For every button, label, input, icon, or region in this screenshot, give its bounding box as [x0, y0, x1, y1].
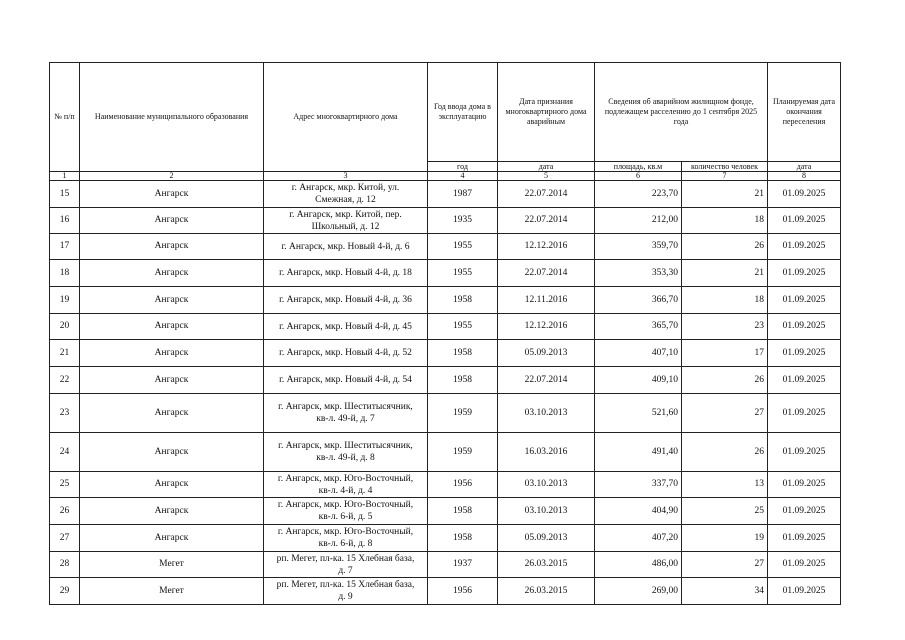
table-row — [50, 472, 841, 498]
year-cell: 1955 — [428, 314, 498, 340]
area-cell: 407,20 — [595, 525, 682, 552]
people-count-cell: 26 — [682, 234, 768, 260]
people-count-cell: 25 — [682, 498, 768, 525]
subheader-people: количество человек — [682, 162, 768, 172]
area-cell: 353,30 — [595, 260, 682, 287]
recognition-date-cell: 05.09.2013 — [498, 340, 595, 367]
address-line: д. 9 — [338, 592, 353, 602]
address-line: рп. Мегет, пл-ка. 15 Хлебная база, — [276, 580, 415, 590]
end-date-cell: 01.09.2025 — [768, 367, 841, 394]
recognition-date-cell: 22.07.2014 — [498, 181, 595, 208]
municipality-cell: Ангарск — [80, 472, 264, 498]
year-cell: 1958 — [428, 287, 498, 314]
header-end-date: Планируемая дата окончания переселения — [768, 63, 841, 162]
people-count-cell: 27 — [682, 552, 768, 578]
address-line: Смежная, д. 12 — [315, 195, 376, 205]
municipality-cell: Ангарск — [80, 314, 264, 340]
address-cell — [264, 394, 428, 433]
row-number-cell: 19 — [50, 287, 80, 314]
area-cell: 404,90 — [595, 498, 682, 525]
row-number-cell: 15 — [50, 181, 80, 208]
end-date-cell: 01.09.2025 — [768, 525, 841, 552]
row-number-cell: 28 — [50, 552, 80, 578]
header-housing-info: Сведения об аварийном жилищном фонде, подлежащем расселению до 1 сентября 2025 года — [595, 63, 768, 162]
end-date-cell: 01.09.2025 — [768, 433, 841, 472]
table-body — [50, 181, 841, 605]
recognition-date-cell: 26.03.2015 — [498, 552, 595, 578]
area-cell: 365,70 — [595, 314, 682, 340]
address-cell — [264, 552, 428, 578]
table-row — [50, 314, 841, 340]
column-number-row — [50, 172, 841, 181]
address-cell — [264, 234, 428, 260]
address-line: г. Ангарск, мкр. Шеститысячник, — [278, 402, 413, 412]
end-date-cell: 01.09.2025 — [768, 578, 841, 605]
recognition-date-cell: 03.10.2013 — [498, 498, 595, 525]
area-cell: 223,70 — [595, 181, 682, 208]
subheader-end-date: дата — [768, 162, 841, 172]
municipality-cell: Ангарск — [80, 394, 264, 433]
address-line: г. Ангарск, мкр. Китой, пер. — [289, 209, 402, 220]
column-number: 5 — [498, 172, 595, 181]
header-number: № п/п — [50, 63, 80, 172]
table-row — [50, 578, 841, 605]
header-row — [50, 63, 841, 162]
recognition-date-cell: 12.12.2016 — [498, 234, 595, 260]
year-cell: 1956 — [428, 472, 498, 498]
column-number: 1 — [50, 172, 80, 181]
row-number-cell: 29 — [50, 578, 80, 605]
year-cell: 1956 — [428, 578, 498, 605]
end-date-cell: 01.09.2025 — [768, 181, 841, 208]
address-line: г. Ангарск, мкр. Новый 4-й, д. 52 — [279, 348, 412, 358]
address-line: кв-л. 6-й, д. 8 — [318, 539, 373, 549]
area-cell: 337,70 — [595, 472, 682, 498]
table-row — [50, 552, 841, 578]
people-count-cell: 19 — [682, 525, 768, 552]
address-line: г. Ангарск, мкр. Юго-Восточный, — [277, 527, 414, 537]
address-line: кв-л. 4-й, д. 4 — [318, 485, 373, 496]
end-date-cell: 01.09.2025 — [768, 394, 841, 433]
municipality-cell: Ангарск — [80, 287, 264, 314]
recognition-date-cell: 12.12.2016 — [498, 314, 595, 340]
address-line: г. Ангарск, мкр. Юго-Восточный, — [277, 473, 414, 484]
row-number-cell: 21 — [50, 340, 80, 367]
address-line: г. Ангарск, мкр. Новый 4-й, д. 6 — [281, 241, 410, 252]
area-cell: 212,00 — [595, 208, 682, 234]
address-line: г. Ангарск, мкр. Китой, ул. — [291, 183, 400, 193]
municipality-cell: Ангарск — [80, 181, 264, 208]
table-row — [50, 260, 841, 287]
row-number-cell: 18 — [50, 260, 80, 287]
header-municipality: Наименование муниципального образования — [80, 63, 264, 172]
recognition-date-cell: 05.09.2013 — [498, 525, 595, 552]
recognition-date-cell: 03.10.2013 — [498, 472, 595, 498]
address-line: г. Ангарск, мкр. Новый 4-й, д. 18 — [279, 268, 412, 278]
housing-table — [49, 62, 841, 605]
year-cell: 1958 — [428, 525, 498, 552]
column-number: 7 — [682, 172, 768, 181]
people-count-cell: 18 — [682, 287, 768, 314]
people-count-cell: 26 — [682, 367, 768, 394]
column-number: 2 — [80, 172, 264, 181]
people-count-cell: 34 — [682, 578, 768, 605]
address-cell — [264, 181, 428, 208]
area-cell: 491,40 — [595, 433, 682, 472]
column-number: 4 — [428, 172, 498, 181]
year-cell: 1959 — [428, 433, 498, 472]
address-line: г. Ангарск, мкр. Новый 4-й, д. 36 — [279, 295, 412, 305]
municipality-cell: Ангарск — [80, 234, 264, 260]
address-line: кв-л. 6-й, д. 5 — [318, 512, 373, 522]
row-number-cell: 20 — [50, 314, 80, 340]
subheader-date: дата — [498, 162, 595, 172]
address-line: кв-л. 49-й, д. 8 — [316, 453, 375, 463]
end-date-cell: 01.09.2025 — [768, 287, 841, 314]
table-row — [50, 234, 841, 260]
recognition-date-cell: 22.07.2014 — [498, 367, 595, 394]
address-cell — [264, 208, 428, 234]
address-cell — [264, 314, 428, 340]
row-number-cell: 26 — [50, 498, 80, 525]
municipality-cell: Ангарск — [80, 260, 264, 287]
end-date-cell: 01.09.2025 — [768, 234, 841, 260]
area-cell: 269,00 — [595, 578, 682, 605]
municipality-cell: Мегет — [80, 552, 264, 578]
table-row — [50, 208, 841, 234]
subheader-area: площадь, кв.м — [595, 162, 682, 172]
end-date-cell: 01.09.2025 — [768, 472, 841, 498]
municipality-cell: Ангарск — [80, 433, 264, 472]
recognition-date-cell: 26.03.2015 — [498, 578, 595, 605]
subheader-year: год — [428, 162, 498, 172]
year-cell: 1955 — [428, 260, 498, 287]
column-number: 8 — [768, 172, 841, 181]
end-date-cell: 01.09.2025 — [768, 208, 841, 234]
year-cell: 1935 — [428, 208, 498, 234]
area-cell: 366,70 — [595, 287, 682, 314]
address-cell — [264, 367, 428, 394]
table-row — [50, 181, 841, 208]
address-line: г. Ангарск, мкр. Юго-Восточный, — [277, 500, 414, 510]
header-year: Год ввода дома в эксплуатацию — [428, 63, 498, 162]
address-cell — [264, 578, 428, 605]
year-cell: 1958 — [428, 498, 498, 525]
table-row — [50, 394, 841, 433]
row-number-cell: 16 — [50, 208, 80, 234]
people-count-cell: 26 — [682, 433, 768, 472]
address-cell — [264, 525, 428, 552]
municipality-cell: Ангарск — [80, 340, 264, 367]
address-cell — [264, 433, 428, 472]
people-count-cell: 21 — [682, 181, 768, 208]
people-count-cell: 17 — [682, 340, 768, 367]
row-number-cell: 25 — [50, 472, 80, 498]
people-count-cell: 21 — [682, 260, 768, 287]
table-row — [50, 498, 841, 525]
column-number: 6 — [595, 172, 682, 181]
table-row — [50, 433, 841, 472]
year-cell: 1959 — [428, 394, 498, 433]
area-cell: 521,60 — [595, 394, 682, 433]
row-number-cell: 17 — [50, 234, 80, 260]
end-date-cell: 01.09.2025 — [768, 498, 841, 525]
people-count-cell: 23 — [682, 314, 768, 340]
address-line: рп. Мегет, пл-ка. 15 Хлебная база, — [276, 553, 415, 564]
recognition-date-cell: 03.10.2013 — [498, 394, 595, 433]
municipality-cell: Ангарск — [80, 525, 264, 552]
municipality-cell: Ангарск — [80, 208, 264, 234]
table-row — [50, 340, 841, 367]
row-number-cell: 27 — [50, 525, 80, 552]
row-number-cell: 23 — [50, 394, 80, 433]
year-cell: 1955 — [428, 234, 498, 260]
area-cell: 486,00 — [595, 552, 682, 578]
address-line: кв-л. 49-й, д. 7 — [316, 414, 375, 424]
municipality-cell: Ангарск — [80, 498, 264, 525]
end-date-cell: 01.09.2025 — [768, 552, 841, 578]
address-cell — [264, 340, 428, 367]
year-cell: 1958 — [428, 367, 498, 394]
end-date-cell: 01.09.2025 — [768, 260, 841, 287]
end-date-cell: 01.09.2025 — [768, 340, 841, 367]
header-recognition-date: Дата признания многоквартирного дома аварийным — [498, 63, 595, 162]
row-number-cell: 22 — [50, 367, 80, 394]
municipality-cell: Ангарск — [80, 367, 264, 394]
address-cell — [264, 498, 428, 525]
table-row — [50, 367, 841, 394]
address-cell — [264, 472, 428, 498]
area-cell: 409,10 — [595, 367, 682, 394]
recognition-date-cell: 22.07.2014 — [498, 208, 595, 234]
recognition-date-cell: 22.07.2014 — [498, 260, 595, 287]
address-line: Школьный, д. 12 — [311, 221, 380, 232]
table-row — [50, 525, 841, 552]
municipality-cell: Мегет — [80, 578, 264, 605]
address-cell — [264, 260, 428, 287]
year-cell: 1987 — [428, 181, 498, 208]
recognition-date-cell: 12.11.2016 — [498, 287, 595, 314]
address-line: г. Ангарск, мкр. Новый 4-й, д. 45 — [279, 321, 412, 332]
people-count-cell: 13 — [682, 472, 768, 498]
table-row — [50, 287, 841, 314]
address-line: г. Ангарск, мкр. Шеститысячник, — [278, 441, 413, 451]
area-cell: 359,70 — [595, 234, 682, 260]
year-cell: 1937 — [428, 552, 498, 578]
address-cell — [264, 287, 428, 314]
address-line: г. Ангарск, мкр. Новый 4-й, д. 54 — [279, 375, 412, 385]
people-count-cell: 18 — [682, 208, 768, 234]
row-number-cell: 24 — [50, 433, 80, 472]
address-line: д. 7 — [338, 565, 353, 576]
header-address: Адрес многоквартирного дома — [264, 63, 428, 172]
recognition-date-cell: 16.03.2016 — [498, 433, 595, 472]
area-cell: 407,10 — [595, 340, 682, 367]
people-count-cell: 27 — [682, 394, 768, 433]
column-number: 3 — [264, 172, 428, 181]
end-date-cell: 01.09.2025 — [768, 314, 841, 340]
year-cell: 1958 — [428, 340, 498, 367]
